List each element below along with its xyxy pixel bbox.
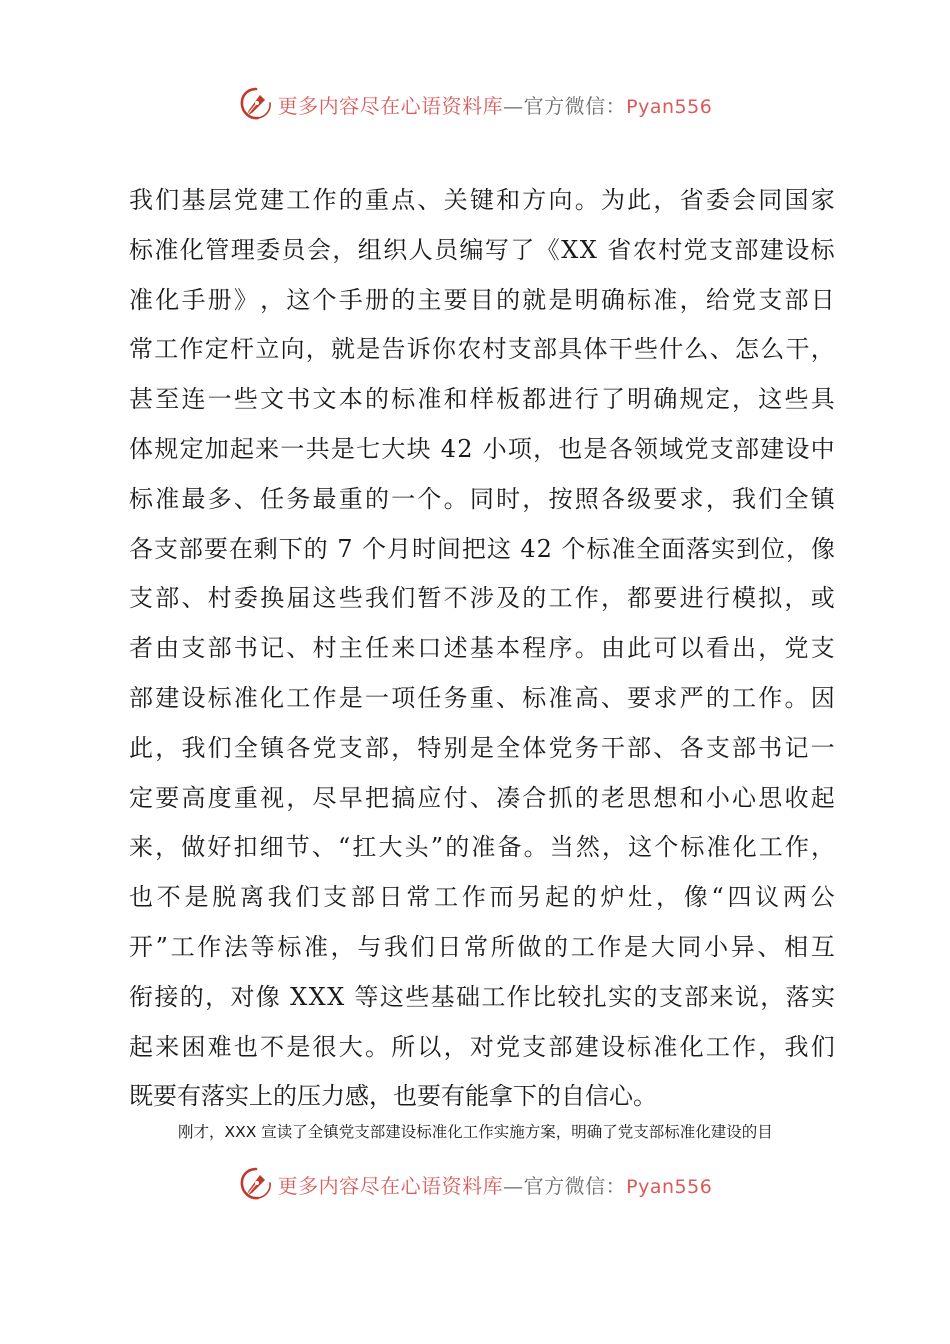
next-paragraph-start: 刚才，XXX 宣读了全镇党支部建设标准化工作实施方案，明确了党支部标准化建设的目: [178, 1123, 773, 1141]
banner-wechat-label: —官方微信：: [503, 93, 627, 118]
banner-wechat-label: —官方微信：: [503, 1173, 627, 1198]
text-line: 部 建 设 标 准 化 工 作 是 一 项 任 务 重 、 标 准 高 、 要 求 严 的 工 作 。 因: [129, 683, 835, 712]
text-line: 各 支 部 要 在 剩 下 的 7 个 月 时 间 把 这 4 2 个 标 准 全 面 落 实 到 位 ， 像: [129, 534, 835, 563]
text-line: 衔 接 的 ， 对 像 X X X 等 这 些 基 础 工 作 比 较 扎 实 的 支 部 来 说 ， 落 实: [129, 982, 835, 1011]
text-line: 也 不 是 脱 离 我 们 支 部 日 常 工 作 而 另 起 的 炉 灶 ， 像 “ 四 议 两 公: [129, 883, 835, 912]
text-line: 支 部 、 村 委 换 届 这 些 我 们 暂 不 涉 及 的 工 作 ， 都 要 进 行 模 拟 ， 或: [129, 584, 835, 613]
text-line: 我 们 基 层 党 建 工 作 的 重 点 、 关 键 和 方 向 。 为 此 ， 省 委 会 同 国 家: [129, 186, 835, 214]
text-line: 既要有落实上的压力感，也要有能拿下的自信心。: [129, 1082, 657, 1111]
text-line: 起 来 困 难 也 不 是 很 大 。 所 以 ， 对 党 支 部 建 设 标 准 化 工 作 ， 我 们: [129, 1032, 835, 1061]
text-line: 准 化 手 册 》 ， 这 个 手 册 的 主 要 目 的 就 是 明 确 标 准 ， 给 党 支 部 日: [129, 285, 835, 314]
banner-site-name: 更多内容尽在心语资料库: [277, 1173, 504, 1198]
text-line: 标 准 化 管 理 委 员 会 ， 组 织 人 员 编 写 了 《 X X 省 农 村 党 支 部 建 设 标: [129, 235, 835, 264]
text-line: 体 规 定 加 起 来 一 共 是 七 大 块 4 2 小 项 ， 也 是 各 领 域 党 支 部 建 设 中: [129, 434, 835, 463]
text-line: 标 准 最 多 、 任 务 最 重 的 一 个 。 同 时 ， 按 照 各 级 要 求 ， 我 们 全 镇: [129, 484, 835, 513]
body-paragraph: [129, 176, 835, 1122]
banner-wechat-id: Pyan556: [626, 95, 713, 118]
header-banner: [0, 84, 950, 124]
text-line: 此 ， 我 们 全 镇 各 党 支 部 ， 特 别 是 全 体 党 务 干 部 、 各 支 部 书 记 一: [129, 733, 835, 762]
banner-wechat-id: Pyan556: [626, 1175, 713, 1198]
text-line: 甚 至 连 一 些 文 书 文 本 的 标 准 和 样 板 都 进 行 了 明 确 规 定 ， 这 些 具: [129, 385, 835, 414]
fountain-pen-nib-icon: [238, 1166, 274, 1202]
text-line: 常 工 作 定 杆 立 向 ， 就 是 告 诉 你 农 村 支 部 具 体 干 些 什 么 、 怎 么 干 ，: [129, 335, 835, 364]
text-line: 开 ” 工 作 法 等 标 准 ， 与 我 们 日 常 所 做 的 工 作 是 大 同 小 异 、 相 互: [129, 932, 835, 961]
text-line: 来 ， 做 好 扣 细 节 、 “ 扛 大 头 ” 的 准 备 。 当 然 ， 这 个 标 准 化 工 作 ，: [129, 833, 835, 862]
text-line: 定 要 高 度 重 视 ， 尽 早 把 搞 应 付 、 凑 合 抓 的 老 思 想 和 小 心 思 收 起: [129, 783, 835, 812]
banner-text: [278, 1170, 713, 1199]
banner-text: [278, 90, 713, 119]
fountain-pen-nib-icon: [238, 86, 274, 122]
text-line: 者 由 支 部 书 记 、 村 主 任 来 口 述 基 本 程 序 。 由 此 可 以 看 出 ， 党 支: [129, 634, 835, 663]
banner-site-name: 更多内容尽在心语资料库: [277, 93, 504, 118]
footer-banner: [0, 1164, 950, 1204]
